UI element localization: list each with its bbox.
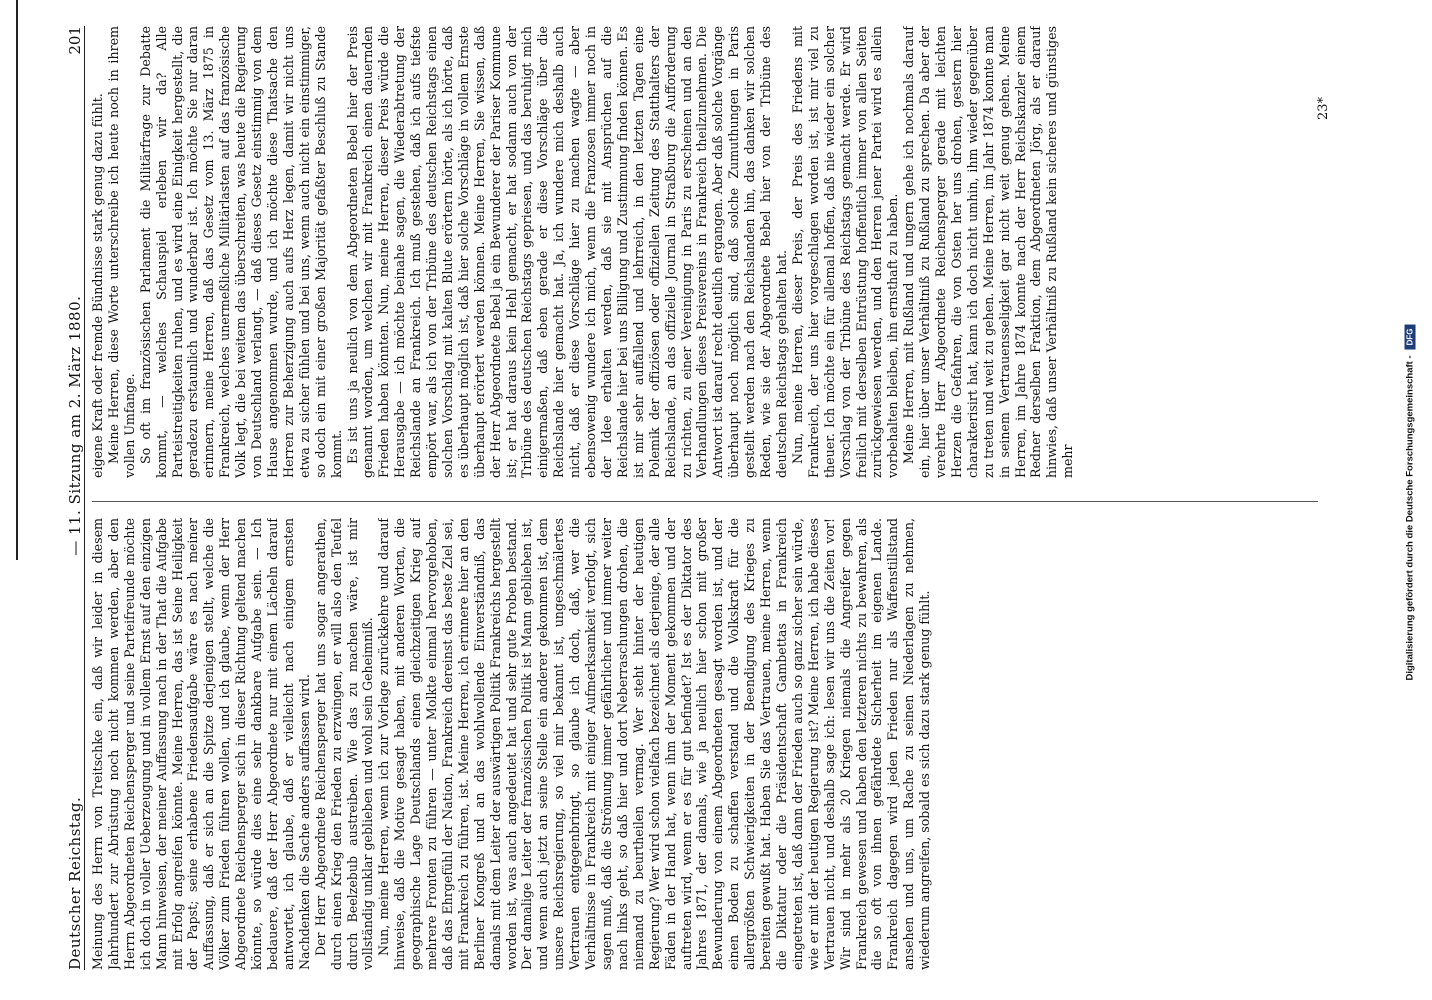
digitization-text: Digitalisierung gefördert durch die Deutsche Forschungsgemeinschaft -: [1404, 354, 1416, 681]
paragraph: eigene Kraft oder fremde Bündnisse stark genug dazu fühlt.: [90, 93, 105, 478]
paragraph: Nun, meine Herren, wenn ich zur Vorlage zurückkehre und darauf hinweise, daß die Motive gesagt haben, mit anderen Worten, die geographische Lage Deutschlands einen gleichzeitigen Krieg auf mehrere Fronten zu führen — unter Molkte einmal hervorgehoben, daß das Ehrgefühl der Nation, Frankreich dereinst das beste Ziel sei, mit Frankreich zu führen, ist. Meine Herren, ich erinnere hier an den Berliner Kongreß und an das wohlwollende Einverständniß, das damals mit dem Leiter der auswärtigen Politik Frankreichs hergestellt worden ist, was auch angedeutet hat und sehr gute Proben bestand. Der damalige Leiter der französischen Politik ist Mann geblieben ist, und wenn auch jetzt an seine Stelle ein anderer gekommen ist, dem unsere Reichsregierung, so viel mir bekannt ist, ungeschmälertes Vertrauen entgegenbringt, so glaube ich doch, daß, wer die Verhältnisse in Frankreich mit einiger Aufmerksamkeit verfolgt, sich sagen muß, daß die Strömung immer gefährlicher und immer weiter nach links geht, so daß hier und dort Neberraschungen drohen, die niemand zu beurtheilen vermag. Wer steht hinter der heutigen Regierung? Wer wird schon vielfach bezeichnet als derjenige, der alle Fäden in der Hand hat, wenn ihm der Moment gekommen und der auftreten wird, wenn er es für gut befindet? Ist es der Diktator des Jahres 1871, der damals, wie ja neulich hier schon mit großer Bewunderung von einem Abgeordneten gesagt worden ist, und der einen Boden zu schaffen verstand und die Volkskraft für die allergrößten Schwierigkeiten in der Beendigung des Krieges zu bereiten gewußt hat. Haben Sie das Vertrauen, meine Herren, wenn die Diktatur oder die Präsidentschaft Gambettas in Frankreich eingetreten ist, daß dann der Frieden auch so ganz sicher sein würde, wie er mit der heutigen Regierung ist? Meine Herren, ich habe dieses Vertrauen nicht, und deshalb sage ich: lesen wir uns die Zeiten vor! Wir sind in mehr als 20 Kriegen niemals die Angreifer gegen Frankreich gewesen und haben den letzteren nichts zu bewahren, als die so oft von ihnen gefährdete Sicherheit im eigenen Lande. Frankreich dagegen wird jeden Frieden nur als Waffenstillstand ansehen und uns, um Rache zu seinen Niederlagen zu nehmen, wiederum angreifen, sobald es sich dazu stark genug fühlt.: [376, 518, 933, 970]
paragraph: Nun, meine Herren, dieser Preis, der Preis des Friedens mit Frankreich, der uns hier vorgeschlagen worden ist, ist mir viel zu theuer. Ich möchte ein für allemal hoffen, daß nie wieder ein solcher Vorschlag von der Tribüne des Reichstags gemacht werde. Er wird freilich mit derselben Entrüstung hoffentlich immer von allen Seiten zurückgewiesen werden, und den Herren jener Partei wird es allein vorbehalten bleiben, ihn ernsthaft zu haben.: [789, 26, 901, 478]
paragraph: Es ist uns ja neulich von dem Abgeordneten Bebel hier der Preis genannt worden, um welchen wir mit Frankreich einen dauernden Frieden haben könnten. Nun, meine Herren, dieser Preis würde die Herausgabe — ich möchte beinahe sagen, die Wiederabtretung der Reichslande an Frankreich. Ich muß gestehen, daß ich aufs tiefste empört war, als ich von der Tribüne des deutschen Reichstags einen solchen Vorschlag mit kalten Blute erörtern hörte, als ich hörte, daß es überhaupt möglich ist, daß hier solche Vorschläge in vollem Ernste überhaupt erörtert werden können. Meine Herren, Sie wissen, daß der Herr Abgeordnete Bebel ja ein Bewunderer der Pariser Kommune ist; er hat daraus kein Hehl gemacht, er hat sodann auch von der Tribüne des deutschen Reichstags gepriesen, und das beruhigt mich einigermaßen, daß eben gerade er diese Vorschläge über die Reichslande hier gemacht hat. Ja, ich wundere mich deshalb auch nicht, daß er diese Vorschläge hier zu machen wagte — aber ebensowenig wundere ich mich, wenn die Franzosen immer noch in der Idee erhalten werden, daß sie mit Ansprüchen auf die Reichslande hier bei uns Billigung und Zustimmung finden können. Es ist mir sehr auffallend und lehrreich, in den letzten Tagen eine Polemik der offiziösen oder offiziellen Zeitung des Statthalters der Reichslande, an das offizielle Journal in Straßburg die Aufforderung zu richten, zu einer Vereinigung in Paris zu erscheinen und an den Verhandlungen dieses Preisvereins in Frankreich theilzunehmen. Die Antwort ist darauf recht deutlich ergangen. Aber daß solche Vorgänge überhaupt noch möglich sind, daß solche Zumuthungen in Paris gestellt werden nach den Reichslanden hin, das danken wir solchen Reden, wie sie der Abgeordnete Bebel hier von der Tribüne des deutschen Reichstags gehalten hat.: [344, 26, 789, 478]
right-column: [90, 26, 1320, 478]
digitization-credit: [1398, 18, 1422, 986]
page-number: 201: [66, 26, 84, 55]
paragraph: Meine Herren, mit Rußland und ungern gehe ich nochmals darauf ein, hier über unser Verhältniß zu Rußland zu sprechen. Da aber der verehrte Herr Abgeordnete Reichensperger gerade mit leichten Herzen die Gefahren, die von Osten her uns drohen, gestern hier charakterisirt hat, kann ich doch nicht umhin, ihm wieder gegenüber zu treten und weit zu gehen. Meine Herren, im Jahr 1874 konnte man in seinem Vertrauensseligkeit gar nicht weit genug gehen. Meine Herren, im Jahre 1874 konnte nach der Herr Reichskanzler einem Redner derselben Fraktion, dem Abgeordneten Jörg, als er darauf hinwies, daß unser Verhältniß zu Rußland kein sicheres und günstiges mehr: [901, 26, 1076, 478]
left-column: [90, 518, 1320, 970]
paragraph: Der Herr Abgeordnete Reichensperger hat uns sogar angerathen, durch einen Krieg den Frieden zu erzwingen, er will also den Teufel durch Beelzebub austreiben. Wie das zu machen wäre, ist mir vollständig unklar geblieben und wohl sein Geheimniß.: [312, 518, 376, 970]
dfg-logo: DFG: [1405, 324, 1416, 349]
paragraph: Meine Herren, diese Worte unterschreibe ich heute noch in ihrem vollen Umfange.: [105, 26, 137, 478]
sheet-signature: 23*: [1316, 96, 1331, 120]
paragraph: Meinung des Herrn von Treitschke ein, daß wir leider in diesem Jahrhundert zur Abrüstung noch nicht kommen werden, aber den Herrn Abgeordneten Reichensperger und seine Parteifreunde möchte ich doch in voller Ueberzeugung und in vollem Ernst auf den einzigen Mann hinweisen, der meiner Auffassung nach in der That die Aufgabe mit Erfolg angreifen könnte. Meine Herren, das ist Seine Heiligkeit der Papst; seine erhabene Friedensaufgabe wäre es nach meiner Auffassung, daß er sich an die Spitze derjenigen stellt, welche die Völker zum Frieden führen wollen, und ich glaube, wenn der Herr Abgeordnete Reichensperger sich in dieser Richtung geltend machen könnte, so würde dies eine sehr dankbare Aufgabe sein. — Ich bedauere, daß der Herr Abgeordnete nur mit einem Lächeln darauf antwortet, ich glaube, daß er vielleicht nach einigem ernsten Nachdenken die Sache anders auffassen wird.: [90, 518, 312, 970]
session-title: — 11. Sitzung am 2. März 1880.: [66, 295, 84, 556]
column-divider: [92, 501, 1318, 502]
publication-title: Deutscher Reichstag.: [66, 796, 84, 970]
paragraph: So oft im französischen Parlament die Militärfrage zur Debatte kommt, — welches Schauspiel erleben wir da? Alle Parteistreitigkeiten ruhen, und es wird eine Einigkeit hergestellt, die geradezu erstaunlich und wunderbar ist. Ich möchte Sie nur daran erinnern, meine Herren, daß das Gesetz vom 13. März 1875 in Frankreich, welches unermeßliche Militärlasten auf das französische Volk legt, die bei weitem das überschreiten, was heute die Regierung von Deutschland verlangt, — daß dieses Gesetz einstimmig von dem Hause angenommen wurde, und ich möchte diese Thatsache den Herren zur Beherzigung auch aufs Herz legen, damit wir nicht uns etwa zu sicher fühlen und bei uns, wenn auch nicht ein einstimmiger, so doch ein mit einer großen Majorität gefaßter Beschluß zu Stande kommt.: [137, 26, 344, 478]
running-header: [48, 26, 85, 970]
